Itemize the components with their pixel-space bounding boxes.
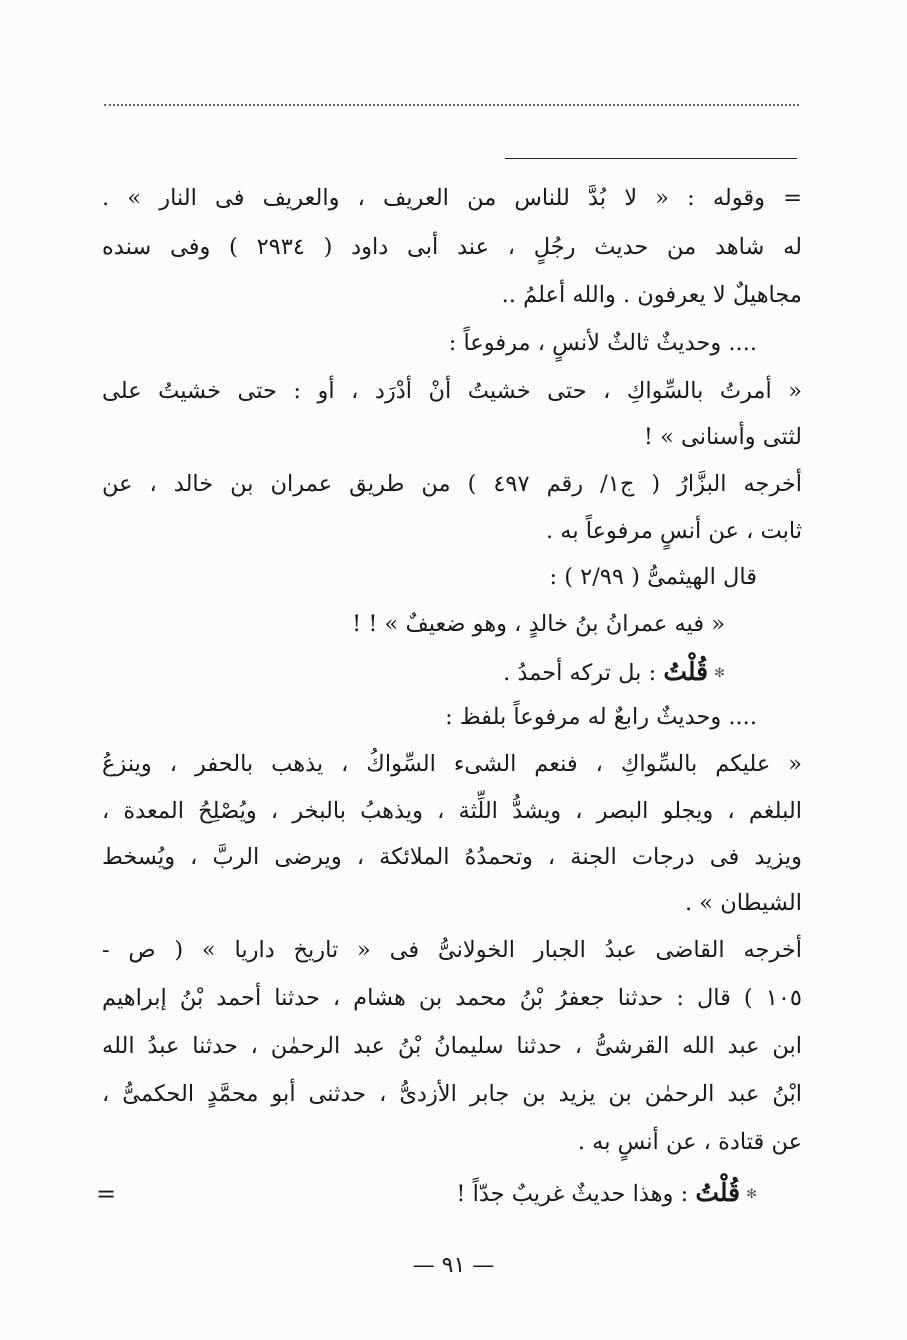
text-line: = وقوله : « لا بُدَّ للناس من العريف ، والعريف فى النار » . [102,185,802,211]
text-line: « عليكم بالسِّواكِ ، فنعم الشىء السِّواكُ ، يذهب بالحفر ، وينزعُ [102,751,802,777]
text-line: مجاهيلٌ لا يعرفون . والله أعلمُ .. [501,282,802,308]
text-line: ١٠٥ ) قال : حدثنا جعفرُ بْنُ محمد بن هشام ، حدثنا أحمد بْنُ إبراهيم [102,985,802,1011]
text-line: : وهذا حديثٌ غريبٌ جدّاً ! [456,1181,689,1207]
continuation-mark: = [96,1180,117,1208]
text-line: « أمرتُ بالسِّواكِ ، حتى خشيتُ أنْ أدْرَد ، أو : حتى خشيتُ على [102,378,802,404]
text-line: أخرجه القاضى عبدُ الجبار الخولانىُّ فى « تاريخ داريا » ( ص - [102,937,802,963]
star-icon: ✻ [746,1187,757,1202]
page-number: — ٩١ — [412,1253,495,1278]
text-line: « فيه عمرانُ بنُ خالدٍ ، وهو ضعيفٌ » ! ! [352,611,725,637]
text-line: عن قتادة ، عن أنسٍ به . [577,1129,802,1155]
text-line: .... وحديثٌ ثالثٌ لأنسٍ ، مرفوعاً : [448,330,757,356]
text-line: الشيطان » . [684,890,802,916]
footnote-separator [505,158,797,159]
star-icon: ✻ [714,666,725,681]
text-line: ثابت ، عن أنسٍ مرفوعاً به . [545,518,802,544]
text-line: لثتى وأسنانى » ! [643,424,802,450]
dotted-header-rule [104,104,799,106]
qult-line [456,1180,757,1206]
qult-label: قُلْتُ [695,1178,741,1207]
text-line: قال الهيثمىُّ ( ٢/٩٩ ) : [549,564,757,590]
text-line: .... وحديثٌ رابعٌ له مرفوعاً بلفظ : [445,704,757,730]
text-line: : بل تركه أحمدُ . [503,660,657,686]
qult-line [503,659,725,685]
text-line: ابْنُ عبد الرحمٰن بن يزيد بن جابر الأزدىُّ ، حدثنى أبو محمَّدٍ الحكمىُّ ، [102,1081,802,1107]
text-line: أخرجه البزَّارُ ( ج١/ رقم ٤٩٧ ) من طريق عمران بن خالد ، عن [102,471,803,497]
text-line: ابن عبد الله القرشىُّ ، حدثنا سليمانُ بْنُ عبد الرحمٰن ، حدثنا عبدُ الله [102,1033,802,1059]
qult-label: قُلْتُ [663,657,709,686]
text-line: البلغم ، ويجلو البصر ، ويشدُّ اللِّثة ، ويذهبُ بالبخر ، ويُصْلِحُ المعدة ، [102,798,802,824]
text-line: له شاهد من حديث رجُلٍ ، عند أبى داود ( ٢٩٣٤ ) وفى سنده [102,234,802,260]
text-line: ويزيد فى درجات الجنة ، وتحمدُهُ الملائكة ، ويرضى الربَّ ، ويُسخط [102,844,802,870]
